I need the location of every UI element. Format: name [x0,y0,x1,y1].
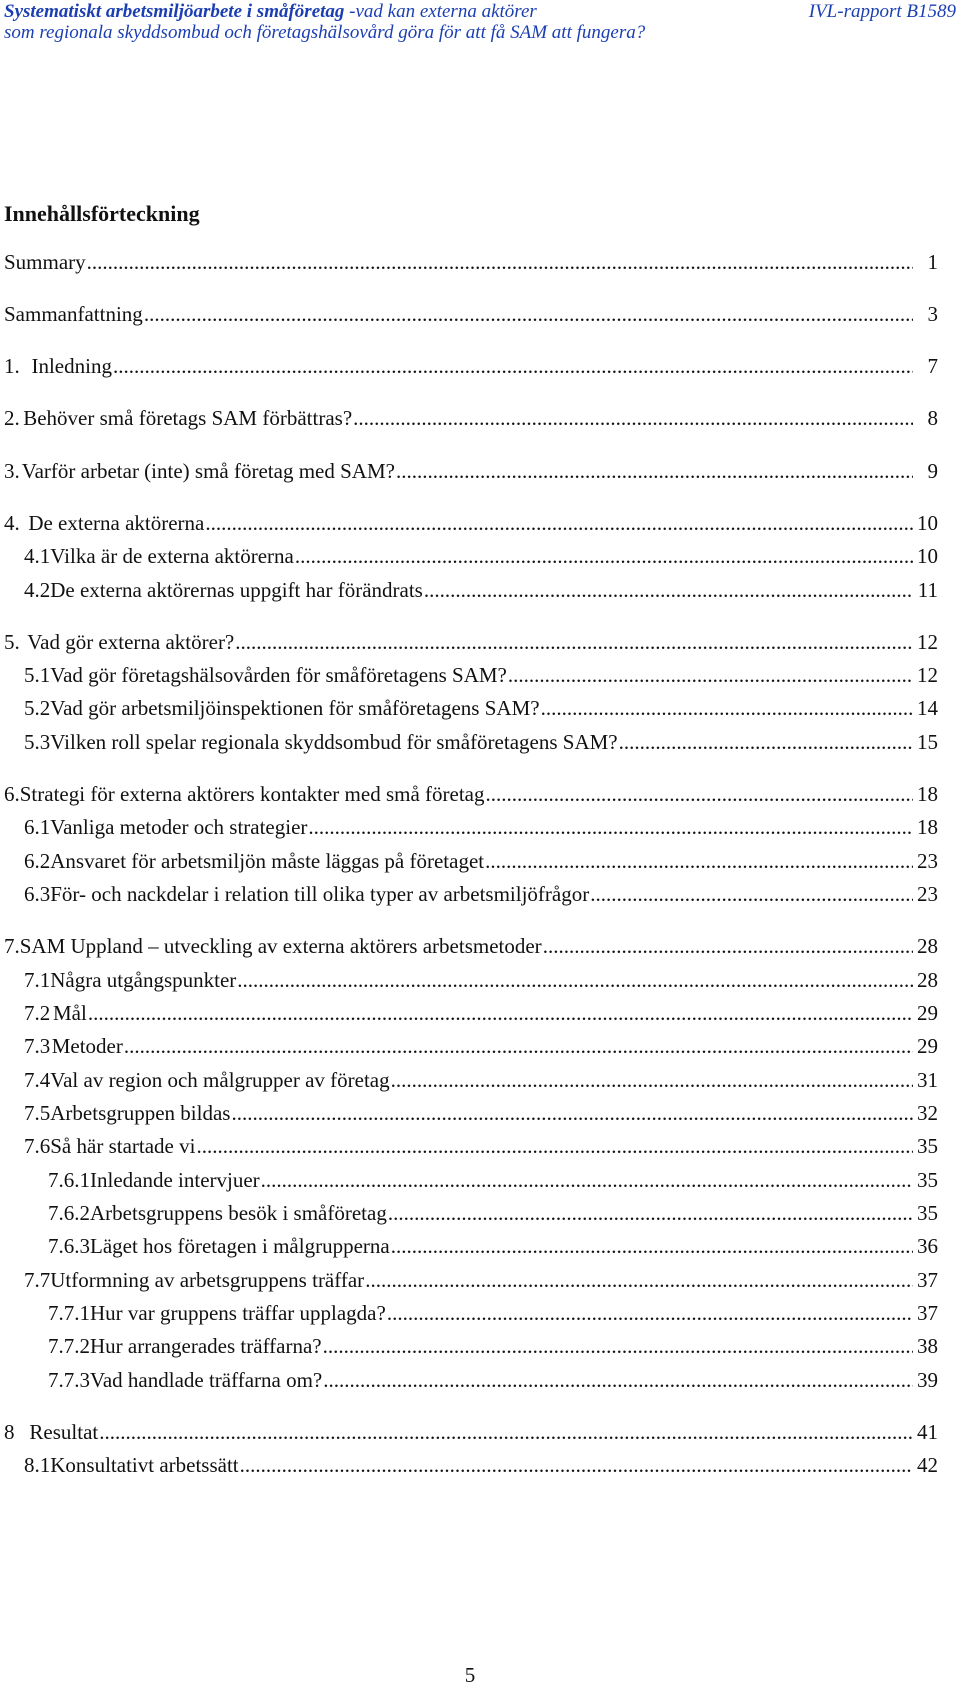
toc-entry[interactable] [24,1001,938,1025]
toc-entry-page: 10 [917,544,938,568]
toc-entry-number: 7.3 [24,1034,51,1058]
toc-entry-title: Hur arrangerades träffarna? [90,1334,322,1358]
toc-dot-leader [619,730,913,754]
toc-entry-number: 7.7.3 [48,1368,90,1392]
toc-entry-page: 38 [917,1334,938,1358]
toc-entry-page: 15 [917,730,938,754]
toc-dot-leader [308,815,913,839]
toc-entry-page: 18 [917,815,938,839]
toc-dot-leader [508,663,913,687]
toc-entry-number: 5.1 [24,663,51,687]
toc-entry-page: 28 [917,968,938,992]
toc-dot-leader [295,544,913,568]
toc-entry-page: 29 [917,1034,938,1058]
toc-entry-number: 7.7.1 [48,1301,90,1325]
toc-entry-title: De externa aktörernas uppgift har förändrats [50,578,423,602]
toc-dot-leader [365,1268,913,1292]
toc-entry-title: Vilka är de externa aktörerna [50,544,294,568]
toc-entry-number: 7.6 [24,1134,51,1158]
toc-entry-number: 7.7 [24,1268,51,1292]
toc-entry[interactable] [4,511,938,535]
toc-entry-page: 8 [927,406,938,430]
toc-entry-title: Konsultativt arbetssätt [50,1453,239,1477]
toc-entry-page: 41 [917,1420,938,1444]
toc-dot-leader [391,1234,913,1258]
toc-dot-leader [485,849,913,873]
toc-entry-title: Utformning av arbetsgruppens träffar [50,1268,365,1292]
toc-dot-leader [240,1453,913,1477]
toc-entry-page: 31 [917,1068,938,1092]
toc-dot-leader [99,1420,913,1444]
toc-dot-leader [205,511,913,535]
toc-entry-number: 7.6.1 [48,1168,90,1192]
toc-entry[interactable] [48,1201,938,1225]
toc-entry-page: 37 [917,1301,938,1325]
toc-dot-leader [144,302,913,326]
toc-dot-leader [231,1101,913,1125]
toc-entry-page: 7 [927,354,938,378]
toc-entry[interactable] [24,1268,938,1292]
toc-entry-title: Läget hos företagen i målgrupperna [90,1234,390,1258]
toc-entry-page: 29 [917,1001,938,1025]
toc-entry-number: 7.4 [24,1068,51,1092]
toc-entry-number: 7.7.2 [48,1334,90,1358]
toc-dot-leader [541,696,913,720]
toc-entry-title: Inledning [31,354,112,378]
toc-entry-page: 23 [917,849,938,873]
report-number: IVL-rapport B1589 [808,1,956,22]
toc-dot-leader [543,934,913,958]
toc-dot-leader [124,1034,913,1058]
toc-dot-leader [237,968,913,992]
toc-entry-number: 5.2 [24,696,51,720]
toc-entry[interactable] [4,782,938,806]
toc-entry-number: 2. [4,406,20,430]
toc-entry[interactable] [24,578,938,602]
toc-dot-leader [88,1001,913,1025]
toc-entry-page: 35 [917,1201,938,1225]
toc-entry[interactable] [48,1234,938,1258]
toc-entry[interactable] [48,1168,938,1192]
toc-entry-number: 7. [4,934,20,958]
toc-entry-title: Ansvaret för arbetsmiljön måste läggas på företaget [50,849,485,873]
toc-entry-title: Strategi för externa aktörers kontakter med små företag [19,782,485,806]
toc-entry-page: 36 [917,1234,938,1258]
toc-entry-page: 11 [917,578,938,602]
toc-entry[interactable] [24,730,938,754]
toc-entry-title: Behöver små företags SAM förbättras? [23,406,353,430]
toc-heading: Innehållsförteckning [4,201,200,226]
toc-entry-title: Vilken roll spelar regionala skyddsombud för småföretagens SAM? [50,730,618,754]
toc-entry-number: 8.1 [24,1453,51,1477]
toc-dot-leader [87,250,913,274]
toc-entry-number: 1. [4,354,20,378]
toc-entry[interactable] [24,1034,938,1058]
toc-entry-page: 18 [917,782,938,806]
toc-dot-leader [261,1168,913,1192]
toc-entry[interactable] [24,1134,938,1158]
toc-dot-leader [235,630,913,654]
toc-entry-page: 23 [917,882,938,906]
toc-entry-title: Sammanfattning [4,302,143,326]
toc-entry-page: 1 [927,250,938,274]
toc-entry-title: Arbetsgruppen bildas [50,1101,231,1125]
toc-entry[interactable] [24,1068,938,1092]
toc-entry-number: 7.5 [24,1101,51,1125]
toc-entry-title: Val av region och målgrupper av företag [50,1068,390,1092]
toc-entry-title: Mål [52,1001,87,1025]
toc-entry-number: 7.1 [24,968,51,992]
toc-entry-title: För- och nackdelar i relation till olika typer av arbetsmiljöfrågor [50,882,590,906]
toc-entry-title: Vad gör företagshälsovården för småföretagens SAM? [50,663,507,687]
toc-entry-page: 12 [917,630,938,654]
toc-entry-number: 6. [4,782,20,806]
toc-entry-page: 10 [917,511,938,535]
toc-entry[interactable] [24,544,938,568]
toc-entry-page: 35 [917,1134,938,1158]
page-number: 5 [464,1663,476,1687]
toc-entry[interactable] [4,630,938,654]
toc-entry-page: 32 [917,1101,938,1125]
toc-entry-title: Resultat [29,1420,99,1444]
toc-entry-number: 4.1 [24,544,51,568]
toc-entry[interactable] [48,1334,938,1358]
toc-entry-title: Varför arbetar (inte) små företag med SAM? [21,459,395,483]
toc-entry-number: 8 [4,1420,15,1444]
toc-dot-leader [353,406,913,430]
toc-entry[interactable] [24,696,938,720]
toc-dot-leader [113,354,913,378]
toc-entry-number: 4.2 [24,578,51,602]
toc-entry-page: 14 [917,696,938,720]
toc-dot-leader [485,782,913,806]
toc-dot-leader [391,1068,913,1092]
toc-entry-title: Hur var gruppens träffar upplagda? [90,1301,386,1325]
toc-entry[interactable] [4,354,938,378]
toc-entry[interactable] [24,849,938,873]
toc-entry[interactable] [4,302,938,326]
toc-entry-title: Arbetsgruppens besök i småföretag [90,1201,387,1225]
toc-entry[interactable] [24,663,938,687]
toc-dot-leader [388,1201,913,1225]
toc-entry-number: 5. [4,630,20,654]
running-header-line1 [4,1,956,23]
toc-entry-page: 9 [927,459,938,483]
toc-entry-page: 28 [917,934,938,958]
toc-entry-title: Så här startade vi [50,1134,196,1158]
toc-entry-title: Vanliga metoder och strategier [50,815,308,839]
toc-entry[interactable] [4,934,938,958]
toc-dot-leader [323,1368,913,1392]
toc-entry[interactable] [24,1101,938,1125]
toc-entry[interactable] [48,1368,938,1392]
toc-entry[interactable] [48,1301,938,1325]
toc-entry-page: 37 [917,1268,938,1292]
toc-entry-page: 35 [917,1168,938,1192]
toc-entry-page: 39 [917,1368,938,1392]
toc-entry[interactable] [4,459,938,483]
running-header-line2: som regionala skyddsombud och företagshälsovård göra för att få SAM att fungera? [4,22,646,43]
toc-entry[interactable] [4,406,938,430]
header-title-bold: Systematiskt arbetsmiljöarbete i småföretag [4,1,345,22]
toc-dot-leader [396,459,913,483]
toc-entry-number: 6.3 [24,882,51,906]
toc-entry-page: 3 [927,302,938,326]
toc-dot-leader [590,882,913,906]
toc-entry-number: 6.1 [24,815,51,839]
toc-entry[interactable] [24,815,938,839]
toc-entry[interactable] [4,1420,938,1444]
toc-entry-title: Några utgångspunkter [50,968,237,992]
toc-entry[interactable] [24,1453,938,1477]
toc-entry-number: 7.6.3 [48,1234,90,1258]
toc-entry-title: Metoder [51,1034,123,1058]
toc-entry[interactable] [4,250,938,274]
toc-dot-leader [424,578,913,602]
toc-entry-number: 4. [4,511,20,535]
toc-entry-page: 42 [917,1453,938,1477]
toc-entry[interactable] [24,882,938,906]
toc-entry-number: 6.2 [24,849,51,873]
toc-entry-title: De externa aktörerna [28,511,205,535]
toc-entry-number: 7.6.2 [48,1201,90,1225]
toc-entry[interactable] [24,968,938,992]
toc-entry-title: SAM Uppland – utveckling av externa aktörers arbetsmetoder [19,934,542,958]
toc-dot-leader [387,1301,913,1325]
toc-entry-title: Vad gör externa aktörer? [27,630,235,654]
toc-entry-title: Vad gör arbetsmiljöinspektionen för småföretagens SAM? [50,696,540,720]
header-title-rest: -vad kan externa aktörer [344,1,537,22]
toc-entry-title: Inledande intervjuer [90,1168,260,1192]
toc-dot-leader [196,1134,913,1158]
toc-entry-title: Vad handlade träffarna om? [90,1368,323,1392]
toc-dot-leader [323,1334,913,1358]
toc-entry-number: 3. [4,459,20,483]
toc-entry-number: 7.2 [24,1001,51,1025]
toc-entry-page: 12 [917,663,938,687]
toc-entry-title: Summary [4,250,86,274]
toc-entry-number: 5.3 [24,730,51,754]
